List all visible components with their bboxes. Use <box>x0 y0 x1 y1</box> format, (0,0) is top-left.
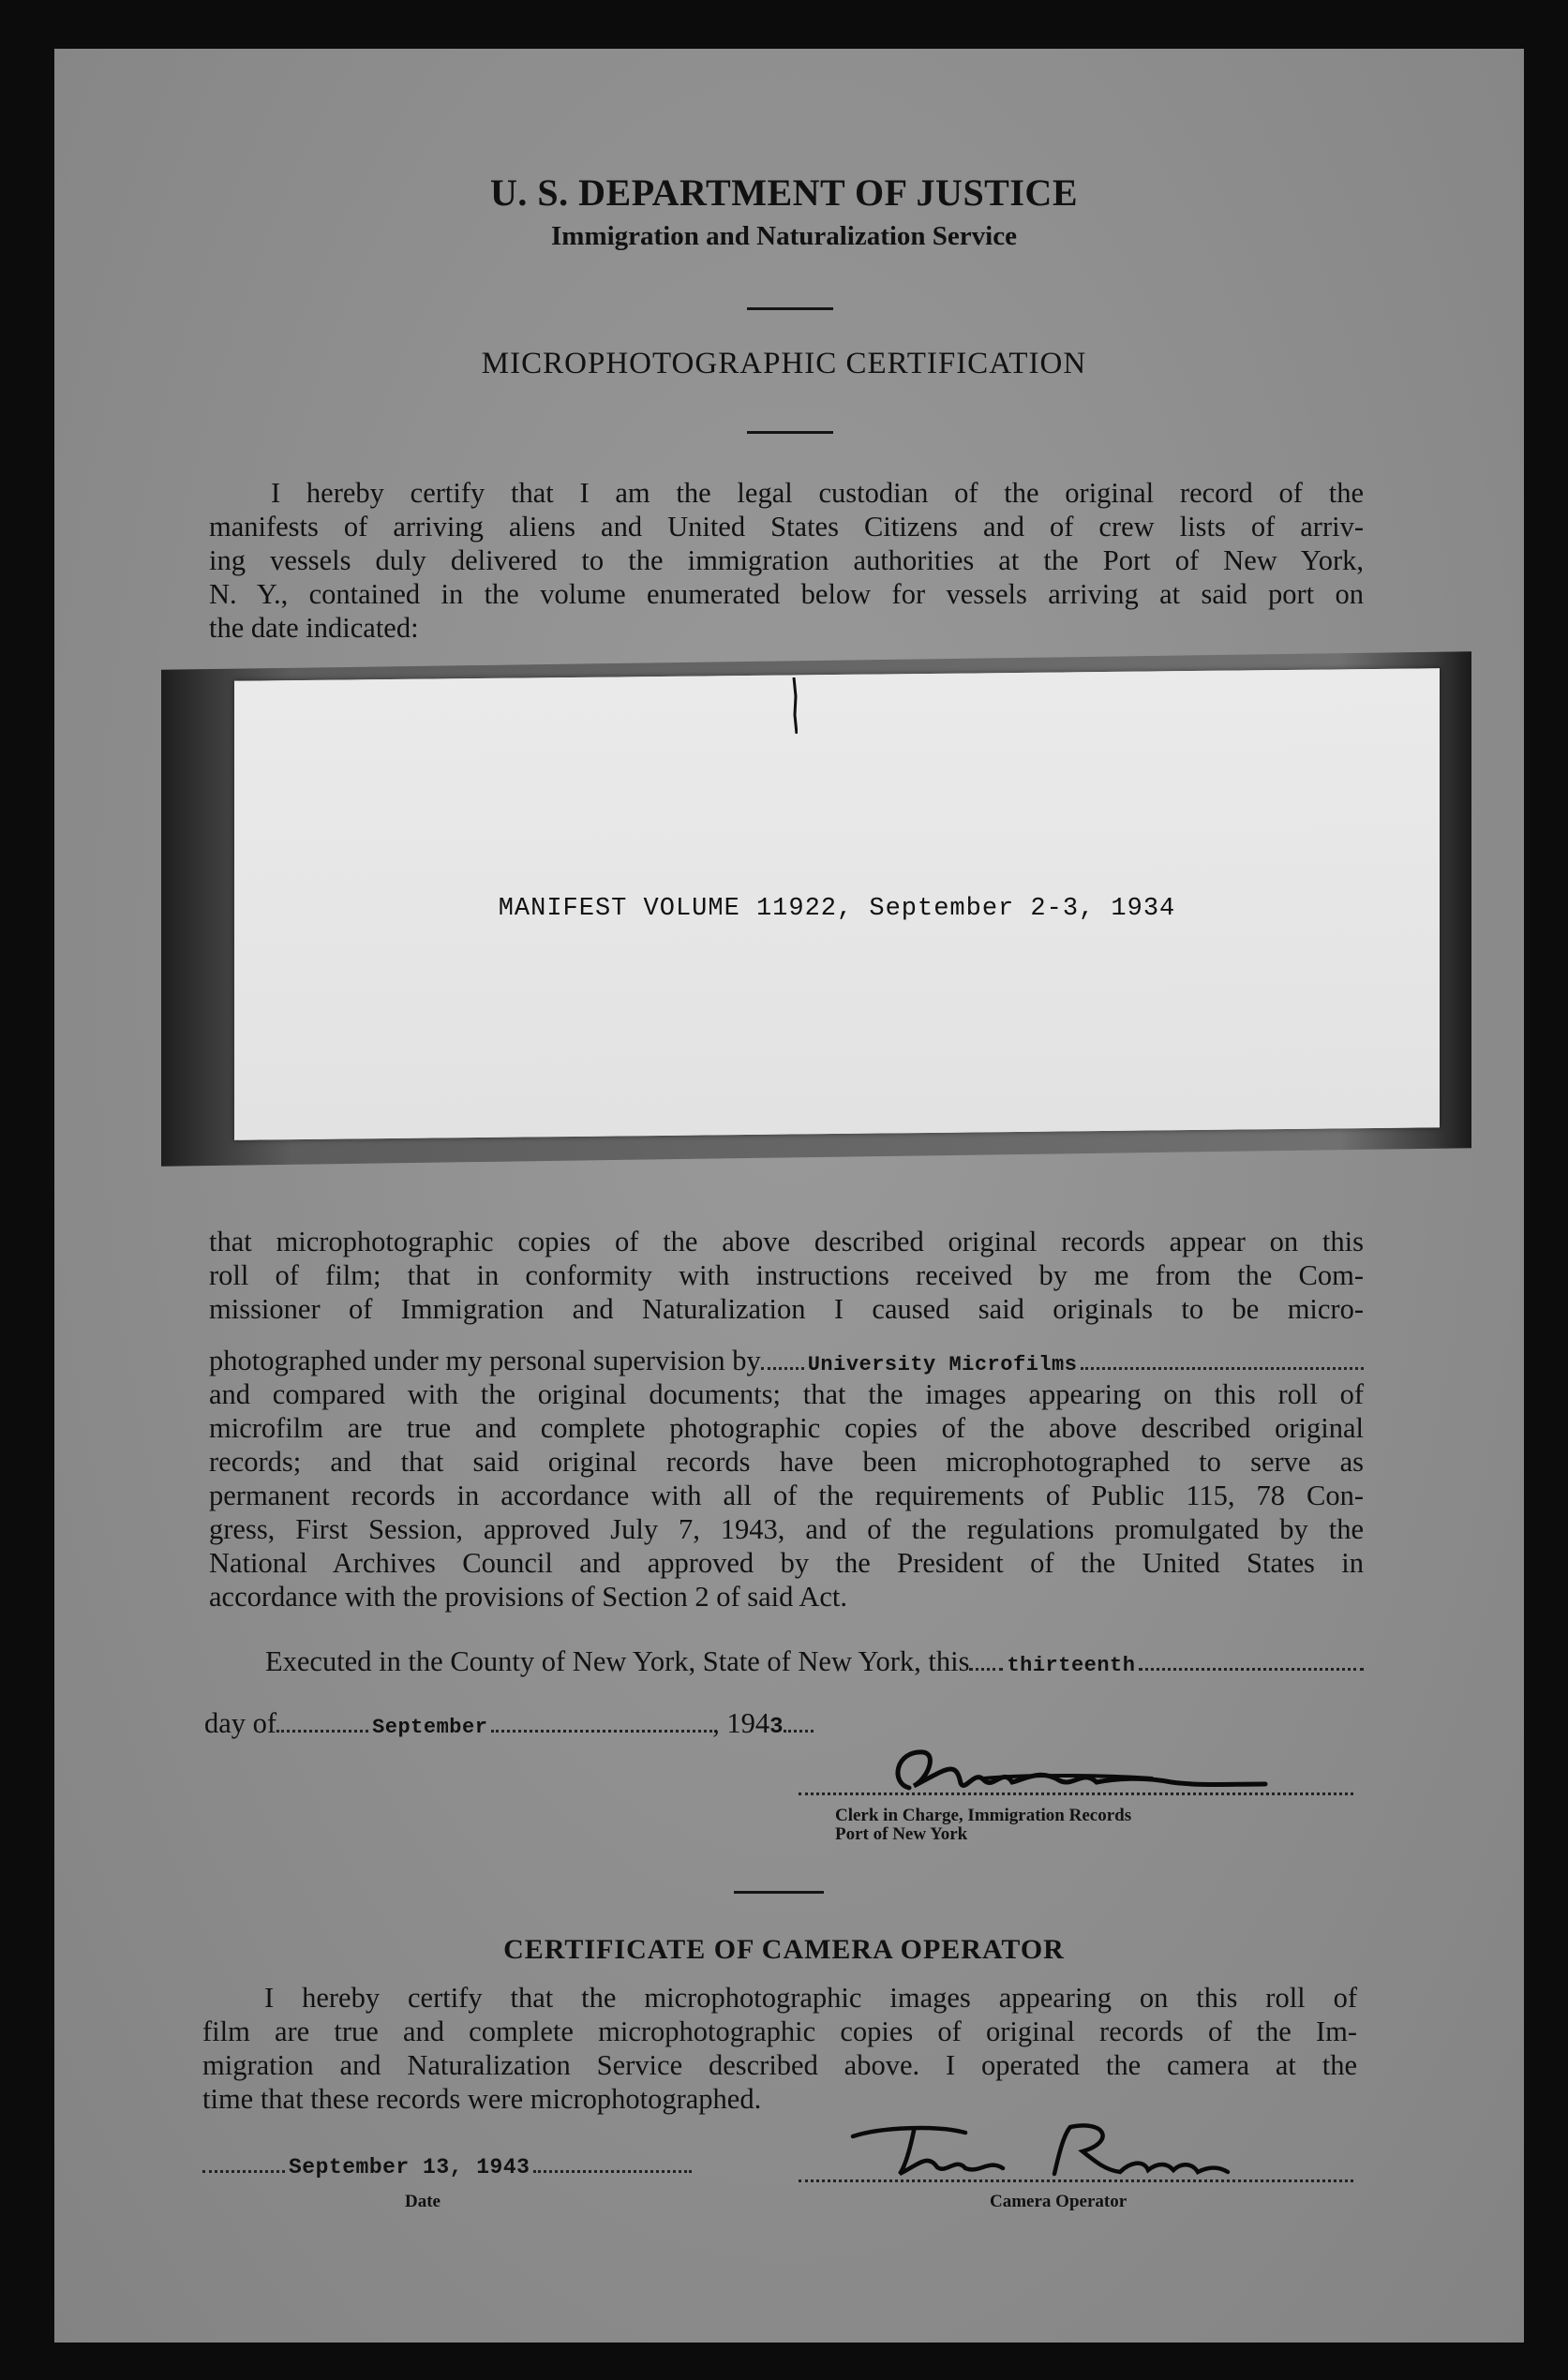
executed-day-value: thirteenth <box>1007 1654 1136 1677</box>
operator-date-field <box>202 2155 692 2179</box>
dotted-leader <box>784 1730 814 1733</box>
body-line: microfilm are true and complete photographic copies of the above described original <box>209 1412 1364 1444</box>
year-prefix: , 194 <box>712 1707 770 1739</box>
operator-heading: CERTIFICATE OF CAMERA OPERATOR <box>503 1934 1065 1965</box>
body-line: missioner of Immigration and Naturalization I caused said originals to be micro- <box>209 1293 1364 1325</box>
intro-line: ing vessels duly delivered to the immigration authorities at the Port of New York, <box>209 544 1364 576</box>
operator-line: film are true and complete microphotographic copies of original records of the Im- <box>202 2016 1357 2047</box>
body-line: accordance with the provisions of Section 2 of said Act. <box>209 1581 847 1613</box>
dotted-leader <box>533 2170 692 2173</box>
body-line: National Archives Council and approved by the President of the United States in <box>209 1547 1364 1579</box>
divider-middle <box>747 431 833 434</box>
body-paragraph <box>209 1225 1364 1326</box>
operator-paragraph <box>202 1981 1357 2116</box>
camera-operator-label: Camera Operator <box>990 2192 1127 2211</box>
dotted-leader <box>761 1367 804 1370</box>
dotted-leader <box>969 1668 1003 1671</box>
dotted-leader <box>202 2170 285 2173</box>
clerk-title-line2: Port of New York <box>835 1824 968 1844</box>
day-of-label: day of <box>204 1707 277 1739</box>
intro-line: manifests of arriving aliens and United States Citizens and of crew lists of arriv- <box>209 511 1364 543</box>
supervision-filled-value: University Microfilms <box>807 1353 1078 1376</box>
executed-month-value: September <box>372 1716 488 1739</box>
operator-line: time that these records were microphotographed. <box>202 2083 762 2115</box>
body-line: that microphotographic copies of the above described original records appear on this <box>209 1226 1364 1257</box>
operator-line: migration and Naturalization Service described above. I operated the camera at the <box>202 2049 1357 2081</box>
dotted-leader <box>491 1730 712 1733</box>
service-subheading: Immigration and Naturalization Service <box>551 221 1017 251</box>
body-line: roll of film; that in conformity with instructions received by me from the Com- <box>209 1259 1364 1291</box>
date-label: Date <box>405 2192 441 2211</box>
clerk-signature <box>872 1741 1303 1803</box>
body-line: permanent records in accordance with all of the requirements of Public 115, 78 Con- <box>209 1480 1364 1511</box>
agency-heading: U. S. DEPARTMENT OF JUSTICE <box>490 171 1078 214</box>
body-line: gress, First Session, approved July 7, 1943, and of the regulations promulgated by the <box>209 1513 1364 1545</box>
day-of-line <box>204 1707 814 1740</box>
intro-line: N. Y., contained in the volume enumerated below for vessels arriving at said port on <box>209 578 1364 610</box>
supervision-prefix: photographed under my personal supervision by <box>209 1345 761 1376</box>
dotted-leader <box>1139 1668 1364 1671</box>
dotted-leader <box>276 1730 368 1733</box>
intro-line: I hereby certify that I am the legal custodian of the original record of the <box>271 477 1364 509</box>
year-digit-value: 3 <box>769 1715 784 1740</box>
divider-operator <box>734 1891 824 1894</box>
divider-top <box>747 307 833 310</box>
operator-date-value: September 13, 1943 <box>289 2155 530 2179</box>
manifest-volume-text: MANIFEST VOLUME 11922, September 2-3, 1934 <box>498 895 1176 923</box>
slip-tear-mark <box>792 677 798 734</box>
dotted-leader <box>1081 1367 1364 1370</box>
certification-title: MICROPHOTOGRAPHIC CERTIFICATION <box>481 347 1087 380</box>
intro-paragraph <box>209 476 1364 645</box>
executed-prefix: Executed in the County of New York, State of New York, this <box>265 1645 970 1677</box>
operator-signature <box>825 2116 1256 2191</box>
supervision-line <box>209 1344 1364 1382</box>
clerk-title-line1: Clerk in Charge, Immigration Records <box>835 1806 1132 1825</box>
executed-line <box>265 1645 1364 1678</box>
body-line: records; and that said original records have been microphotographed to serve as <box>209 1446 1364 1478</box>
operator-line: I hereby certify that the microphotographic images appearing on this roll of <box>264 1982 1357 2014</box>
body-paragraph-continued <box>209 1377 1364 1614</box>
intro-line: the date indicated: <box>209 612 419 644</box>
body-line: and compared with the original documents; that the images appearing on this roll of <box>209 1378 1364 1410</box>
